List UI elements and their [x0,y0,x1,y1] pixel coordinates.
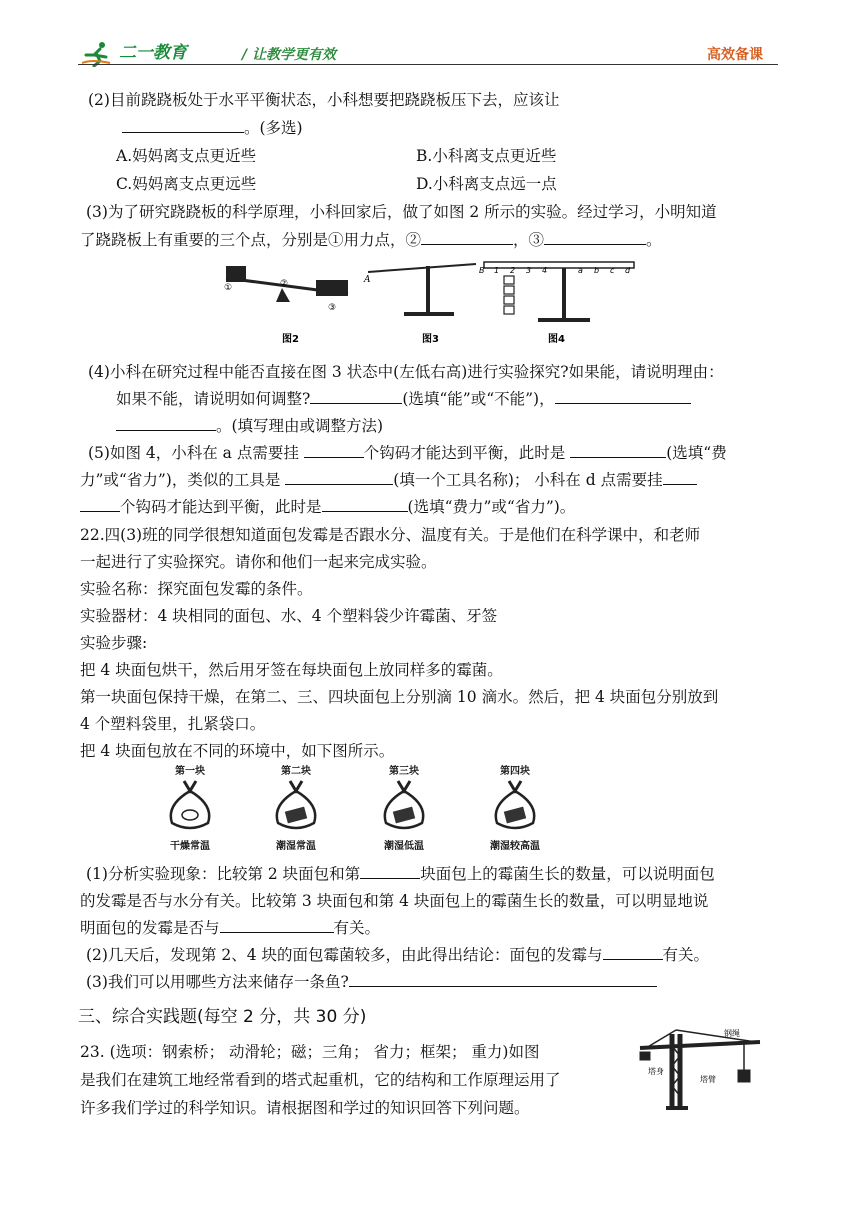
bag-wet-icon [487,777,543,833]
q21-p5-line1: (5)如图 4，小科在 a 点需要挂 个钩码才能达到平衡，此时是 (选填“费 [88,444,727,462]
fig4-label-b2: b [594,266,600,275]
q21-p4-reason-blank-2[interactable] [116,416,216,431]
bag-2 [256,762,336,852]
q21-option-d[interactable]: D.小科离支点远一点 [416,175,557,193]
q21-p5-d-count-blank-1[interactable] [663,470,697,485]
q22-experiment-name: 实验名称：探究面包发霉的条件。 [80,580,313,598]
bag-3 [364,762,444,852]
fig4-label-1: 1 [494,266,500,275]
fig2-label-3: ③ [328,303,337,313]
figure-2-seesaw [224,266,348,345]
q22-intro-line2: 一起进行了实验探究。请你和他们一起来完成实验。 [80,553,437,571]
fig2-caption: 图2 [282,334,299,345]
fig4-label-d: d [625,266,631,275]
bag-4 [470,762,560,852]
q22-step3: 把 4 块面包放在不同的环境中，如下图所示。 [80,742,395,760]
q21-p5-tool-blank[interactable] [285,470,393,485]
fig3-label-a: A [364,275,371,285]
crane-label-tower: 塔身 [648,1067,664,1076]
logo-text: 二一教育 [118,43,187,63]
q22-intro-line1: 22.四(3)班的同学很想知道面包发霉是否跟水分、温度有关。于是他们在科学课中，和老师 [80,526,701,544]
q22-step2a: 第一块面包保持干燥，在第二、三、四块面包上分别滴 10 滴水。然后，把 4 块面包分别放到 [80,688,719,706]
q21-p2-line2: 。(多选) [122,116,303,138]
q21-p5-a-count-blank[interactable] [304,443,364,458]
header-slogan: / 让教学更有效 [242,47,336,63]
seesaw-figures [218,250,648,350]
q22-a3: (3)我们可以用哪些方法来储存一条鱼? [86,970,657,992]
q21-p2-answer-blank[interactable] [122,118,244,133]
bag-3-env: 潮湿低温 [384,841,424,852]
bag-dry-icon [162,777,218,833]
q22-a1-factor-blank[interactable] [220,918,334,933]
q22-a2: (2)几天后，发现第 2、4 块的面包霉菌较多，由此得出结论：面包的发霉与 有关。 [86,946,710,964]
tower-crane-figure [636,1026,776,1112]
bag-1-title: 第一块 [175,766,205,777]
bag-3-title: 第三块 [389,766,419,777]
q21-p5-d-count-blank-2[interactable] [80,497,120,512]
fig2-label-1: ① [224,283,233,293]
bag-1 [150,762,230,852]
q21-option-c[interactable]: C.妈妈离支点更远些 [116,175,257,193]
crane-label-cable: 钢绳 [724,1029,740,1038]
fig4-label-b: B [479,266,485,275]
fig4-weights [504,276,514,314]
fig4-label-c: c [610,266,615,275]
bag-wet-icon [376,777,432,833]
header-divider [78,64,778,65]
bag-4-env: 潮湿较高温 [490,841,540,852]
q21-p4-can-blank[interactable] [310,389,402,404]
q22-a1-line1: (1)分析实验现象：比较第 2 块面包和第 块面包上的霉菌生长的数量，可以说明面包 [86,865,715,883]
q22-a1-bread-blank[interactable] [360,864,420,879]
bag-2-title: 第二块 [281,766,311,777]
q21-p4-reason-blank-1[interactable] [555,389,691,404]
header-brand: 高效备课 [707,47,763,63]
bag-wet-icon [268,777,324,833]
bag-4-title: 第四块 [500,766,530,777]
q22-step2b: 4 个塑料袋里，扎紧袋口。 [80,715,266,733]
figure-4-lever [479,262,634,345]
q21-option-a[interactable]: A.妈妈离支点更近些 [116,147,257,165]
fig4-caption: 图4 [548,334,565,345]
q21-p5-line2: 力”或“省力”)，类似的工具是 (填一个工具名称)； 小科在 d 点需要挂 [80,468,697,490]
q22-a1-line3: 明面包的发霉是否与 有关。 [80,919,381,937]
q21-p3-line1: (3)为了研究跷跷板的科学原理，小科回家后，做了如图 2 所示的实验。经过学习，小明知道 [86,203,717,221]
fig4-label-3: 3 [526,266,532,275]
fig4-label-2: 2 [510,266,516,275]
q21-point3-blank[interactable] [544,230,646,245]
bread-bags-figure [150,762,570,854]
q21-point2-blank[interactable] [421,230,513,245]
q21-p4-line2: 如果不能，请说明如何调整? (选填“能”或“不能”)， [116,387,691,409]
header-logo [80,38,187,67]
bag-1-env: 干燥常温 [170,841,210,852]
q23-line1: 23. (选项：钢索桥； 动滑轮；磁；三角； 省力；框架； 重力)如图 [80,1043,540,1061]
section3-title: 三、综合实践题(每空 2 分，共 30 分) [78,1007,367,1027]
crane-label-arm: 塔臂 [700,1075,716,1084]
q22-materials: 实验器材：4 块相同的面包、水、4 个塑料袋少许霉菌、牙签 [80,607,498,625]
figure-3-lever [363,264,476,345]
q22-step1: 把 4 块面包烘干，然后用牙签在每块面包上放同样多的霉菌。 [80,661,503,679]
bag-2-env: 潮湿常温 [276,841,316,852]
q22-steps-title: 实验步骤: [80,634,148,652]
q23-line3: 许多我们学过的科学知识。请根据图和学过的知识回答下列问题。 [80,1099,530,1117]
fig2-label-2: ② [280,279,289,289]
q22-a1-line2: 的发霉是否与水分有关。比较第 3 块面包和第 4 块面包上的霉菌生长的数量，可以明显地说 [80,892,709,910]
q22-a2-blank[interactable] [603,945,663,960]
fig4-label-a: a [578,266,583,275]
q21-p4-line3: 。(填写理由或调整方法) [116,414,383,436]
q21-p5-d-type-blank[interactable] [322,497,408,512]
q21-p5-a-type-blank[interactable] [570,443,666,458]
fig3-caption: 图3 [422,334,439,345]
q21-p5-line3: 个钩码才能达到平衡，此时是 (选填“费力”或“省力”)。 [80,495,575,517]
q21-p4-line1: (4)小科在研究过程中能否直接在图 3 状态中(左低右高)进行实验探究?如果能，请说明理由： [88,363,724,381]
q22-a3-blank[interactable] [349,972,657,987]
q21-p2-line1: (2)目前跷跷板处于水平平衡状态，小科想要把跷跷板压下去，应该让 [88,91,560,109]
fig4-label-4: 4 [542,266,548,275]
q21-option-b[interactable]: B.小科离支点更近些 [416,147,557,165]
q21-p3-line2: 了跷跷板上有重要的三个点，分别是①用力点，② ，③ 。 [80,231,662,249]
q23-line2: 是我们在建筑工地经常看到的塔式起重机，它的结构和工作原理运用了 [80,1071,561,1089]
